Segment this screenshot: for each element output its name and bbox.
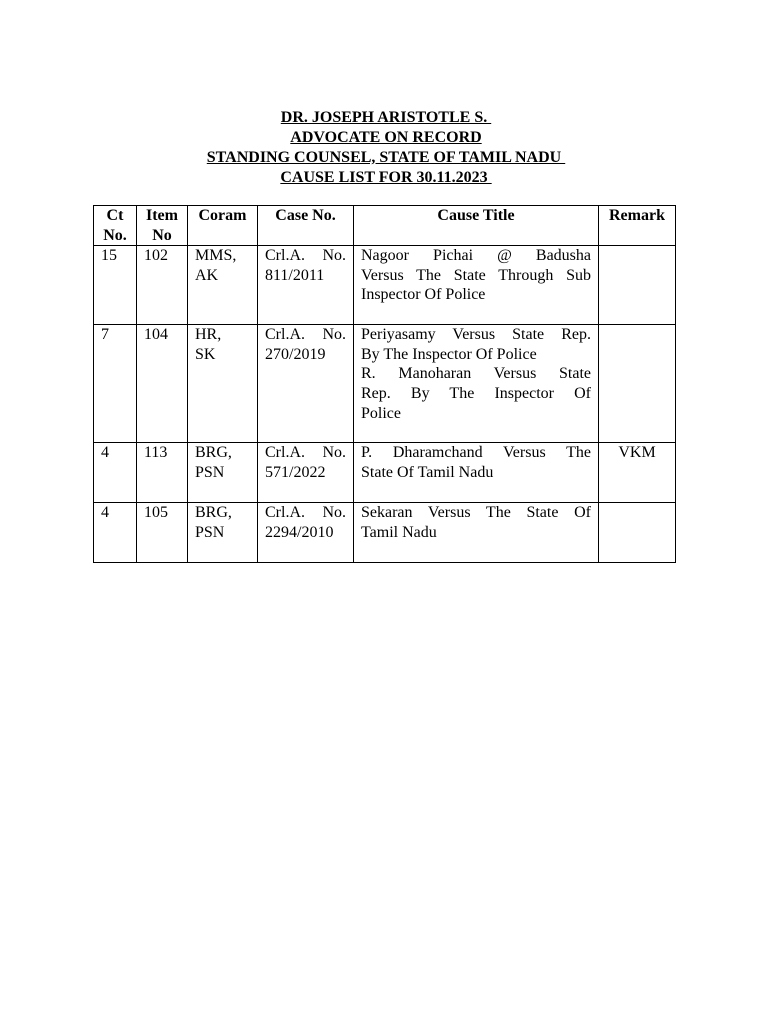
coram-cell: BRG, PSN [188,503,258,563]
cause-title-cell: Nagoor Pichai @ Badusha Versus The State Through Sub Inspector Of Police [354,246,599,325]
table-row [94,325,676,443]
case-no-cell: Crl.A. No. 270/2019 [258,325,354,443]
header-cause-title: Cause Title [354,206,599,246]
table-row [94,246,676,325]
remark-cell [599,503,676,563]
ct-no-cell: 15 [94,246,137,325]
table-row [94,443,676,503]
case-no-cell: Crl.A. No. 571/2022 [258,443,354,503]
ct-no-cell: 4 [94,443,137,503]
document-header [0,108,768,188]
item-no-cell: 104 [137,325,188,443]
advocate-designation: ADVOCATE ON RECORD [290,129,482,146]
remark-cell [599,325,676,443]
coram-cell: BRG, PSN [188,443,258,503]
header-remark: Remark [599,206,676,246]
item-no-cell: 113 [137,443,188,503]
cause-list-table [93,205,676,563]
cause-title-cell: Sekaran Versus The State Of Tamil Nadu [354,503,599,563]
item-no-cell: 102 [137,246,188,325]
cause-list-date: CAUSE LIST FOR 30.11.2023 [280,169,492,186]
cause-title-cell: Periyasamy Versus State Rep. By The Inspector Of Police R. Manoharan Versus State Rep. By The Inspector Of Police [354,325,599,443]
header-case-no: Case No. [258,206,354,246]
case-no-cell: Crl.A. No. 2294/2010 [258,503,354,563]
header-ct-no: Ct No. [94,206,137,246]
case-no-cell: Crl.A. No. 811/2011 [258,246,354,325]
table-header-row [94,206,676,246]
header-item-no: Item No [137,206,188,246]
remark-cell [599,246,676,325]
table-row [94,503,676,563]
header-coram: Coram [188,206,258,246]
ct-no-cell: 4 [94,503,137,563]
remark-cell: VKM [599,443,676,503]
counsel-designation: STANDING COUNSEL, STATE OF TAMIL NADU [206,149,566,166]
ct-no-cell: 7 [94,325,137,443]
item-no-cell: 105 [137,503,188,563]
cause-title-cell: P. Dharamchand Versus The State Of Tamil Nadu [354,443,599,503]
coram-cell: MMS, AK [188,246,258,325]
coram-cell: HR, SK [188,325,258,443]
advocate-name: DR. JOSEPH ARISTOTLE S. [280,109,492,126]
